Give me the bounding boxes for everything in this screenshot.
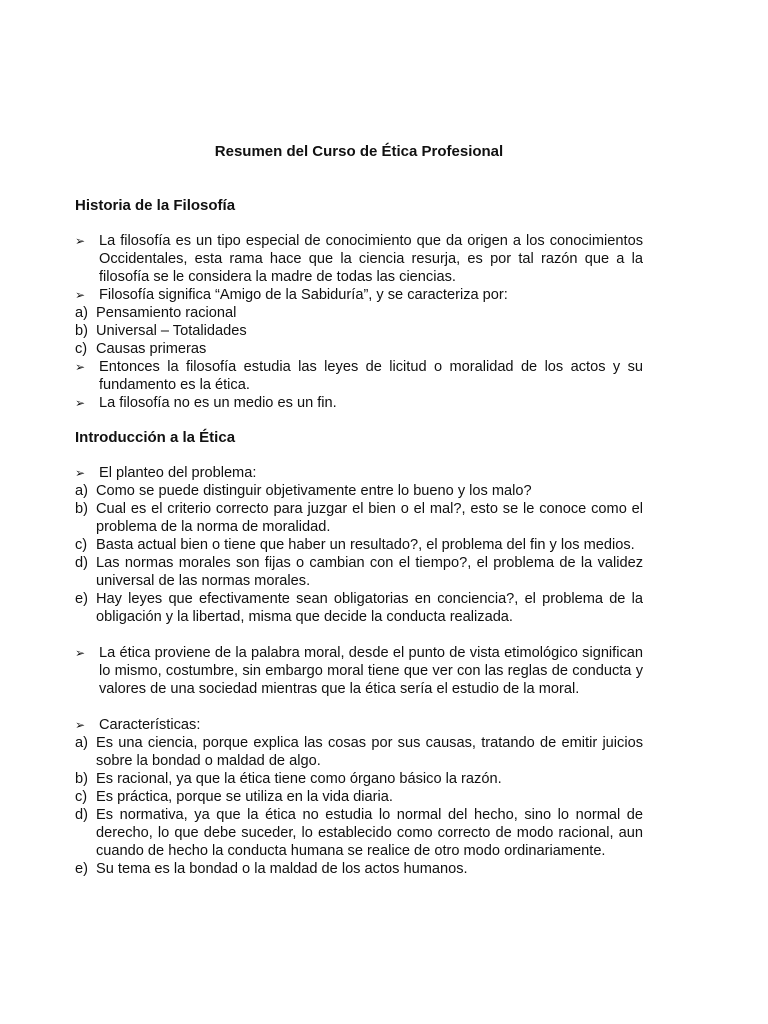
arrow-bullet-icon: ➢	[75, 234, 86, 248]
sub-list-item	[75, 500, 643, 536]
sub-marker: b)	[75, 323, 88, 339]
sub-text: Como se puede distinguir objetivamente entre lo bueno y los malo?	[96, 483, 532, 499]
sub-text: Basta actual bien o tiene que haber un resultado?, el problema del fin y los medios.	[96, 537, 635, 553]
bullet-text: Filosofía significa “Amigo de la Sabiduría”, y se caracteriza por:	[99, 287, 508, 303]
sub-list-item	[75, 554, 643, 590]
section-heading-introduccion: Introducción a la Ética	[75, 429, 236, 446]
sub-text: Cual es el criterio correcto para juzgar el bien o el mal?, esto se le conoce como el problema de la norma de moralidad.	[96, 501, 643, 535]
sub-text: Pensamiento racional	[96, 305, 237, 321]
sub-list-item	[75, 770, 643, 788]
sub-marker: d)	[75, 555, 88, 571]
sub-marker: c)	[75, 537, 88, 553]
sub-marker: e)	[75, 591, 88, 607]
sub-list-item	[75, 322, 643, 340]
sub-marker: a)	[75, 483, 88, 499]
spacer	[75, 626, 643, 644]
bullet-text: La filosofía es un tipo especial de conocimiento que da origen a los conocimientos Occidentales, esta rama hace que la ciencia resurja, es por tal razón que a la filosofía se le considera la madre de todas las ciencias.	[99, 233, 643, 285]
sub-list-item	[75, 304, 643, 322]
sub-list-item	[75, 482, 643, 500]
section-list-introduccion	[75, 464, 643, 878]
list-item	[75, 394, 643, 412]
sub-marker: b)	[75, 501, 88, 517]
bullet-text: Características:	[99, 717, 201, 733]
sub-list-item	[75, 806, 643, 860]
sub-text: Las normas morales son fijas o cambian con el tiempo?, el problema de la validez universal de las normas morales.	[96, 555, 643, 589]
sub-text: Su tema es la bondad o la maldad de los actos humanos.	[96, 861, 468, 877]
section-heading-historia: Historia de la Filosofía	[75, 197, 236, 214]
arrow-bullet-icon: ➢	[75, 396, 86, 410]
list-item	[75, 358, 643, 394]
sub-marker: c)	[75, 789, 88, 805]
sub-list-item	[75, 860, 643, 878]
arrow-bullet-icon: ➢	[75, 288, 86, 302]
section-list-historia	[75, 232, 643, 412]
sub-list	[75, 304, 643, 358]
bullet-text: Entonces la filosofía estudia las leyes de licitud o moralidad de los actos y su fundamento es la ética.	[99, 359, 643, 393]
sub-text: Es racional, ya que la ética tiene como órgano básico la razón.	[96, 771, 502, 787]
sub-list	[75, 734, 643, 878]
sub-text: Es práctica, porque se utiliza en la vida diaria.	[96, 789, 393, 805]
sub-text: Es normativa, ya que la ética no estudia lo normal del hecho, sino lo normal de derecho, lo que debe suceder, lo establecido como correcto de modo racional, aun cuando de hecho la conducta humana se realice de otro modo ordinariamente.	[96, 807, 643, 859]
list-item	[75, 644, 643, 698]
sub-marker: e)	[75, 861, 88, 877]
sub-marker: d)	[75, 807, 88, 823]
sub-marker: b)	[75, 771, 88, 787]
sub-list-item	[75, 536, 643, 554]
sub-text: Causas primeras	[96, 341, 207, 357]
list-item	[75, 716, 643, 734]
arrow-bullet-icon: ➢	[75, 718, 86, 732]
sub-list	[75, 482, 643, 626]
sub-list-item	[75, 734, 643, 770]
spacer	[75, 698, 643, 716]
bullet-text: El planteo del problema:	[99, 465, 257, 481]
sub-list-container	[75, 734, 643, 878]
list-item	[75, 286, 643, 304]
sub-text: Hay leyes que efectivamente sean obligatorias en conciencia?, el problema de la obligación y la libertad, misma que decide la conducta realizada.	[96, 591, 643, 625]
sub-list-container	[75, 482, 643, 626]
sub-marker: a)	[75, 735, 88, 751]
sub-marker: c)	[75, 341, 88, 357]
sub-marker: a)	[75, 305, 88, 321]
arrow-bullet-icon: ➢	[75, 466, 86, 480]
arrow-bullet-icon: ➢	[75, 646, 86, 660]
sub-list-item	[75, 788, 643, 806]
list-item	[75, 232, 643, 286]
sub-list-item	[75, 340, 643, 358]
sub-text: Es una ciencia, porque explica las cosas por sus causas, tratando de emitir juicios sobre la bondad o maldad de algo.	[96, 735, 643, 769]
sub-text: Universal – Totalidades	[96, 323, 247, 339]
bullet-text: La filosofía no es un medio es un fin.	[99, 395, 337, 411]
list-item	[75, 464, 643, 482]
sub-list-container	[75, 304, 643, 358]
sub-list-item	[75, 590, 643, 626]
document-title: Resumen del Curso de Ética Profesional	[214, 143, 504, 160]
bullet-text: La ética proviene de la palabra moral, desde el punto de vista etimológico significan lo mismo, costumbre, sin embargo moral tiene que ver con las reglas de conducta y valores de una sociedad mientras que la ética sería el estudio de la moral.	[99, 645, 643, 697]
arrow-bullet-icon: ➢	[75, 360, 86, 374]
